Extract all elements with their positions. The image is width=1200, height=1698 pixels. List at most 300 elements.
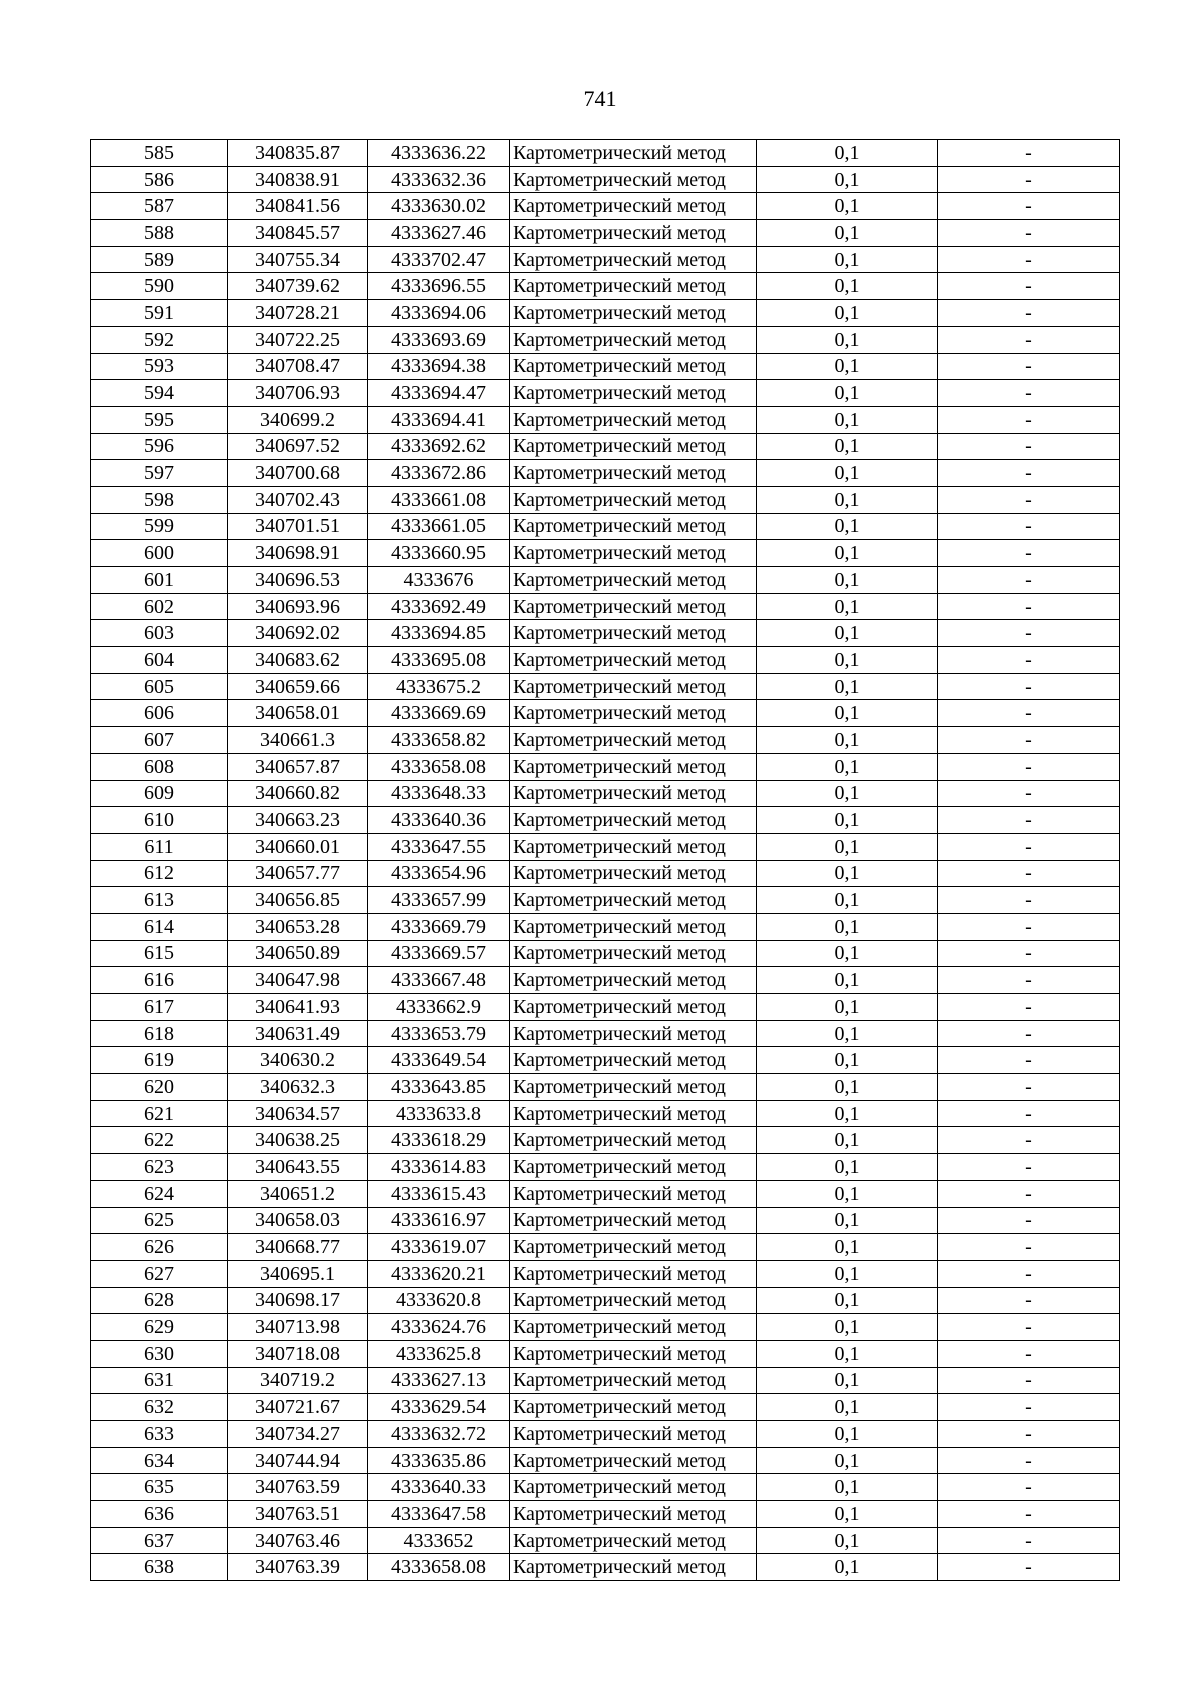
method-cell: Картометрический метод (510, 567, 757, 594)
y-coordinate-cell: 4333640.33 (368, 1474, 510, 1501)
table-row (91, 513, 1120, 540)
x-coordinate-cell: 340718.08 (228, 1340, 368, 1367)
description-cell: - (938, 193, 1120, 220)
x-coordinate-cell: 340659.66 (228, 673, 368, 700)
accuracy-cell: 0,1 (757, 353, 938, 380)
accuracy-cell: 0,1 (757, 406, 938, 433)
method-cell: Картометрический метод (510, 326, 757, 353)
point-number-cell: 627 (91, 1260, 228, 1287)
description-cell: - (938, 1180, 1120, 1207)
y-coordinate-cell: 4333627.13 (368, 1367, 510, 1394)
description-cell: - (938, 673, 1120, 700)
accuracy-cell: 0,1 (757, 1527, 938, 1554)
description-cell: - (938, 1047, 1120, 1074)
y-coordinate-cell: 4333616.97 (368, 1207, 510, 1234)
y-coordinate-cell: 4333630.02 (368, 193, 510, 220)
method-cell: Картометрический метод (510, 1260, 757, 1287)
table-row (91, 1180, 1120, 1207)
description-cell: - (938, 860, 1120, 887)
point-number-cell: 617 (91, 994, 228, 1021)
y-coordinate-cell: 4333694.85 (368, 620, 510, 647)
table-row (91, 700, 1120, 727)
description-cell: - (938, 593, 1120, 620)
description-cell: - (938, 647, 1120, 674)
accuracy-cell: 0,1 (757, 460, 938, 487)
method-cell: Картометрический метод (510, 1554, 757, 1581)
point-number-cell: 603 (91, 620, 228, 647)
method-cell: Картометрический метод (510, 887, 757, 914)
y-coordinate-cell: 4333657.99 (368, 887, 510, 914)
y-coordinate-cell: 4333694.41 (368, 406, 510, 433)
point-number-cell: 629 (91, 1314, 228, 1341)
method-cell: Картометрический метод (510, 1234, 757, 1261)
table-row (91, 940, 1120, 967)
table-row (91, 220, 1120, 247)
x-coordinate-cell: 340634.57 (228, 1100, 368, 1127)
x-coordinate-cell: 340668.77 (228, 1234, 368, 1261)
y-coordinate-cell: 4333643.85 (368, 1074, 510, 1101)
table-row (91, 780, 1120, 807)
accuracy-cell: 0,1 (757, 1394, 938, 1421)
x-coordinate-cell: 340719.2 (228, 1367, 368, 1394)
x-coordinate-cell: 340697.52 (228, 433, 368, 460)
y-coordinate-cell: 4333618.29 (368, 1127, 510, 1154)
point-number-cell: 597 (91, 460, 228, 487)
y-coordinate-cell: 4333696.55 (368, 273, 510, 300)
description-cell: - (938, 220, 1120, 247)
table-row (91, 833, 1120, 860)
accuracy-cell: 0,1 (757, 727, 938, 754)
point-number-cell: 587 (91, 193, 228, 220)
accuracy-cell: 0,1 (757, 887, 938, 914)
description-cell: - (938, 753, 1120, 780)
table-row (91, 567, 1120, 594)
description-cell: - (938, 326, 1120, 353)
method-cell: Картометрический метод (510, 1207, 757, 1234)
accuracy-cell: 0,1 (757, 1340, 938, 1367)
method-cell: Картометрический метод (510, 647, 757, 674)
method-cell: Картометрический метод (510, 1447, 757, 1474)
point-number-cell: 626 (91, 1234, 228, 1261)
x-coordinate-cell: 340695.1 (228, 1260, 368, 1287)
accuracy-cell: 0,1 (757, 1501, 938, 1528)
method-cell: Картометрический метод (510, 1020, 757, 1047)
x-coordinate-cell: 340641.93 (228, 994, 368, 1021)
method-cell: Картометрический метод (510, 406, 757, 433)
method-cell: Картометрический метод (510, 727, 757, 754)
y-coordinate-cell: 4333624.76 (368, 1314, 510, 1341)
y-coordinate-cell: 4333669.79 (368, 913, 510, 940)
table-row (91, 166, 1120, 193)
accuracy-cell: 0,1 (757, 1074, 938, 1101)
method-cell: Картометрический метод (510, 913, 757, 940)
description-cell: - (938, 1421, 1120, 1448)
x-coordinate-cell: 340701.51 (228, 513, 368, 540)
method-cell: Картометрический метод (510, 860, 757, 887)
table-row (91, 1421, 1120, 1448)
method-cell: Картометрический метод (510, 1527, 757, 1554)
description-cell: - (938, 540, 1120, 567)
y-coordinate-cell: 4333694.06 (368, 300, 510, 327)
table-row (91, 1287, 1120, 1314)
description-cell: - (938, 246, 1120, 273)
x-coordinate-cell: 340653.28 (228, 913, 368, 940)
accuracy-cell: 0,1 (757, 753, 938, 780)
accuracy-cell: 0,1 (757, 620, 938, 647)
point-number-cell: 588 (91, 220, 228, 247)
accuracy-cell: 0,1 (757, 380, 938, 407)
description-cell: - (938, 940, 1120, 967)
description-cell: - (938, 913, 1120, 940)
method-cell: Картометрический метод (510, 140, 757, 167)
x-coordinate-cell: 340700.68 (228, 460, 368, 487)
y-coordinate-cell: 4333658.82 (368, 727, 510, 754)
point-number-cell: 601 (91, 567, 228, 594)
x-coordinate-cell: 340763.51 (228, 1501, 368, 1528)
point-number-cell: 609 (91, 780, 228, 807)
description-cell: - (938, 700, 1120, 727)
point-number-cell: 611 (91, 833, 228, 860)
x-coordinate-cell: 340656.85 (228, 887, 368, 914)
description-cell: - (938, 620, 1120, 647)
accuracy-cell: 0,1 (757, 486, 938, 513)
method-cell: Картометрический метод (510, 460, 757, 487)
description-cell: - (938, 1234, 1120, 1261)
y-coordinate-cell: 4333625.8 (368, 1340, 510, 1367)
method-cell: Картометрический метод (510, 1047, 757, 1074)
x-coordinate-cell: 340845.57 (228, 220, 368, 247)
method-cell: Картометрический метод (510, 967, 757, 994)
method-cell: Картометрический метод (510, 1340, 757, 1367)
method-cell: Картометрический метод (510, 1314, 757, 1341)
table-row (91, 140, 1120, 167)
description-cell: - (938, 460, 1120, 487)
method-cell: Картометрический метод (510, 1287, 757, 1314)
table-row (91, 1127, 1120, 1154)
y-coordinate-cell: 4333653.79 (368, 1020, 510, 1047)
y-coordinate-cell: 4333702.47 (368, 246, 510, 273)
accuracy-cell: 0,1 (757, 246, 938, 273)
table-row (91, 913, 1120, 940)
description-cell: - (938, 1474, 1120, 1501)
description-cell: - (938, 1314, 1120, 1341)
description-cell: - (938, 780, 1120, 807)
x-coordinate-cell: 340722.25 (228, 326, 368, 353)
y-coordinate-cell: 4333640.36 (368, 807, 510, 834)
accuracy-cell: 0,1 (757, 1554, 938, 1581)
accuracy-cell: 0,1 (757, 860, 938, 887)
method-cell: Картометрический метод (510, 300, 757, 327)
method-cell: Картометрический метод (510, 1180, 757, 1207)
y-coordinate-cell: 4333695.08 (368, 647, 510, 674)
method-cell: Картометрический метод (510, 380, 757, 407)
method-cell: Картометрический метод (510, 166, 757, 193)
x-coordinate-cell: 340660.01 (228, 833, 368, 860)
y-coordinate-cell: 4333672.86 (368, 460, 510, 487)
description-cell: - (938, 1127, 1120, 1154)
method-cell: Картометрический метод (510, 593, 757, 620)
point-number-cell: 595 (91, 406, 228, 433)
accuracy-cell: 0,1 (757, 994, 938, 1021)
point-number-cell: 632 (91, 1394, 228, 1421)
description-cell: - (938, 433, 1120, 460)
y-coordinate-cell: 4333627.46 (368, 220, 510, 247)
method-cell: Картометрический метод (510, 620, 757, 647)
y-coordinate-cell: 4333632.36 (368, 166, 510, 193)
point-number-cell: 614 (91, 913, 228, 940)
x-coordinate-cell: 340638.25 (228, 1127, 368, 1154)
description-cell: - (938, 807, 1120, 834)
x-coordinate-cell: 340631.49 (228, 1020, 368, 1047)
point-number-cell: 590 (91, 273, 228, 300)
method-cell: Картометрический метод (510, 1127, 757, 1154)
accuracy-cell: 0,1 (757, 1047, 938, 1074)
point-number-cell: 610 (91, 807, 228, 834)
table-row (91, 967, 1120, 994)
x-coordinate-cell: 340661.3 (228, 727, 368, 754)
accuracy-cell: 0,1 (757, 567, 938, 594)
accuracy-cell: 0,1 (757, 967, 938, 994)
accuracy-cell: 0,1 (757, 1127, 938, 1154)
point-number-cell: 613 (91, 887, 228, 914)
x-coordinate-cell: 340692.02 (228, 620, 368, 647)
x-coordinate-cell: 340660.82 (228, 780, 368, 807)
table-row (91, 1447, 1120, 1474)
point-number-cell: 624 (91, 1180, 228, 1207)
accuracy-cell: 0,1 (757, 780, 938, 807)
table-row (91, 673, 1120, 700)
point-number-cell: 612 (91, 860, 228, 887)
description-cell: - (938, 353, 1120, 380)
x-coordinate-cell: 340763.39 (228, 1554, 368, 1581)
x-coordinate-cell: 340706.93 (228, 380, 368, 407)
description-cell: - (938, 166, 1120, 193)
point-number-cell: 623 (91, 1154, 228, 1181)
point-number-cell: 598 (91, 486, 228, 513)
point-number-cell: 600 (91, 540, 228, 567)
method-cell: Картометрический метод (510, 1474, 757, 1501)
accuracy-cell: 0,1 (757, 1260, 938, 1287)
table-row (91, 1154, 1120, 1181)
y-coordinate-cell: 4333694.38 (368, 353, 510, 380)
table-row (91, 727, 1120, 754)
description-cell: - (938, 1501, 1120, 1528)
method-cell: Картометрический метод (510, 353, 757, 380)
x-coordinate-cell: 340650.89 (228, 940, 368, 967)
method-cell: Картометрический метод (510, 1074, 757, 1101)
y-coordinate-cell: 4333662.9 (368, 994, 510, 1021)
x-coordinate-cell: 340698.17 (228, 1287, 368, 1314)
method-cell: Картометрический метод (510, 753, 757, 780)
page-number: 741 (583, 86, 617, 111)
point-number-cell: 621 (91, 1100, 228, 1127)
y-coordinate-cell: 4333652 (368, 1527, 510, 1554)
description-cell: - (938, 1100, 1120, 1127)
description-cell: - (938, 833, 1120, 860)
y-coordinate-cell: 4333629.54 (368, 1394, 510, 1421)
accuracy-cell: 0,1 (757, 1234, 938, 1261)
point-number-cell: 618 (91, 1020, 228, 1047)
table-row (91, 1340, 1120, 1367)
accuracy-cell: 0,1 (757, 140, 938, 167)
table-row (91, 620, 1120, 647)
y-coordinate-cell: 4333649.54 (368, 1047, 510, 1074)
method-cell: Картометрический метод (510, 994, 757, 1021)
method-cell: Картометрический метод (510, 780, 757, 807)
accuracy-cell: 0,1 (757, 300, 938, 327)
description-cell: - (938, 567, 1120, 594)
x-coordinate-cell: 340699.2 (228, 406, 368, 433)
table-row (91, 193, 1120, 220)
point-number-cell: 592 (91, 326, 228, 353)
point-number-cell: 606 (91, 700, 228, 727)
method-cell: Картометрический метод (510, 220, 757, 247)
x-coordinate-cell: 340835.87 (228, 140, 368, 167)
description-cell: - (938, 1260, 1120, 1287)
point-number-cell: 596 (91, 433, 228, 460)
table-row (91, 353, 1120, 380)
method-cell: Картометрический метод (510, 1100, 757, 1127)
accuracy-cell: 0,1 (757, 1100, 938, 1127)
x-coordinate-cell: 340841.56 (228, 193, 368, 220)
description-cell: - (938, 887, 1120, 914)
method-cell: Картометрический метод (510, 673, 757, 700)
description-cell: - (938, 1074, 1120, 1101)
accuracy-cell: 0,1 (757, 433, 938, 460)
accuracy-cell: 0,1 (757, 540, 938, 567)
method-cell: Картометрический метод (510, 486, 757, 513)
x-coordinate-cell: 340658.03 (228, 1207, 368, 1234)
accuracy-cell: 0,1 (757, 1447, 938, 1474)
point-number-cell: 620 (91, 1074, 228, 1101)
table-row (91, 273, 1120, 300)
method-cell: Картометрический метод (510, 540, 757, 567)
table-row (91, 807, 1120, 834)
description-cell: - (938, 994, 1120, 1021)
accuracy-cell: 0,1 (757, 1287, 938, 1314)
method-cell: Картометрический метод (510, 273, 757, 300)
table-row (91, 540, 1120, 567)
y-coordinate-cell: 4333632.72 (368, 1421, 510, 1448)
y-coordinate-cell: 4333614.83 (368, 1154, 510, 1181)
accuracy-cell: 0,1 (757, 700, 938, 727)
point-number-cell: 638 (91, 1554, 228, 1581)
point-number-cell: 628 (91, 1287, 228, 1314)
table-row (91, 406, 1120, 433)
table-row (91, 647, 1120, 674)
point-number-cell: 585 (91, 140, 228, 167)
description-cell: - (938, 1447, 1120, 1474)
method-cell: Картометрический метод (510, 833, 757, 860)
point-number-cell: 625 (91, 1207, 228, 1234)
description-cell: - (938, 1207, 1120, 1234)
method-cell: Картометрический метод (510, 700, 757, 727)
description-cell: - (938, 1554, 1120, 1581)
table-row (91, 1047, 1120, 1074)
description-cell: - (938, 273, 1120, 300)
point-number-cell: 591 (91, 300, 228, 327)
x-coordinate-cell: 340696.53 (228, 567, 368, 594)
description-cell: - (938, 1527, 1120, 1554)
x-coordinate-cell: 340663.23 (228, 807, 368, 834)
x-coordinate-cell: 340763.59 (228, 1474, 368, 1501)
table-row (91, 1260, 1120, 1287)
point-number-cell: 633 (91, 1421, 228, 1448)
description-cell: - (938, 1020, 1120, 1047)
table-row (91, 860, 1120, 887)
x-coordinate-cell: 340657.87 (228, 753, 368, 780)
description-cell: - (938, 1340, 1120, 1367)
method-cell: Картометрический метод (510, 1394, 757, 1421)
x-coordinate-cell: 340838.91 (228, 166, 368, 193)
y-coordinate-cell: 4333693.69 (368, 326, 510, 353)
accuracy-cell: 0,1 (757, 593, 938, 620)
accuracy-cell: 0,1 (757, 807, 938, 834)
x-coordinate-cell: 340744.94 (228, 1447, 368, 1474)
table-row (91, 1074, 1120, 1101)
point-number-cell: 593 (91, 353, 228, 380)
y-coordinate-cell: 4333676 (368, 567, 510, 594)
table-row (91, 1314, 1120, 1341)
method-cell: Картометрический метод (510, 807, 757, 834)
accuracy-cell: 0,1 (757, 166, 938, 193)
description-cell: - (938, 380, 1120, 407)
x-coordinate-cell: 340755.34 (228, 246, 368, 273)
description-cell: - (938, 486, 1120, 513)
description-cell: - (938, 300, 1120, 327)
table-row (91, 1474, 1120, 1501)
table-row (91, 1554, 1120, 1581)
method-cell: Картометрический метод (510, 1367, 757, 1394)
x-coordinate-cell: 340657.77 (228, 860, 368, 887)
method-cell: Картометрический метод (510, 433, 757, 460)
table-row (91, 1501, 1120, 1528)
point-number-cell: 630 (91, 1340, 228, 1367)
table-row (91, 326, 1120, 353)
method-cell: Картометрический метод (510, 246, 757, 273)
point-number-cell: 636 (91, 1501, 228, 1528)
point-number-cell: 622 (91, 1127, 228, 1154)
x-coordinate-cell: 340647.98 (228, 967, 368, 994)
table-row (91, 460, 1120, 487)
accuracy-cell: 0,1 (757, 913, 938, 940)
y-coordinate-cell: 4333647.58 (368, 1501, 510, 1528)
table-row (91, 1394, 1120, 1421)
point-number-cell: 615 (91, 940, 228, 967)
description-cell: - (938, 727, 1120, 754)
table-row (91, 1100, 1120, 1127)
coordinates-table (90, 139, 1120, 1581)
y-coordinate-cell: 4333692.49 (368, 593, 510, 620)
x-coordinate-cell: 340702.43 (228, 486, 368, 513)
x-coordinate-cell: 340683.62 (228, 647, 368, 674)
y-coordinate-cell: 4333636.22 (368, 140, 510, 167)
x-coordinate-cell: 340734.27 (228, 1421, 368, 1448)
table-row (91, 887, 1120, 914)
y-coordinate-cell: 4333615.43 (368, 1180, 510, 1207)
x-coordinate-cell: 340630.2 (228, 1047, 368, 1074)
accuracy-cell: 0,1 (757, 673, 938, 700)
point-number-cell: 634 (91, 1447, 228, 1474)
table-row (91, 753, 1120, 780)
y-coordinate-cell: 4333658.08 (368, 753, 510, 780)
y-coordinate-cell: 4333667.48 (368, 967, 510, 994)
accuracy-cell: 0,1 (757, 833, 938, 860)
y-coordinate-cell: 4333661.08 (368, 486, 510, 513)
y-coordinate-cell: 4333692.62 (368, 433, 510, 460)
y-coordinate-cell: 4333694.47 (368, 380, 510, 407)
description-cell: - (938, 1154, 1120, 1181)
